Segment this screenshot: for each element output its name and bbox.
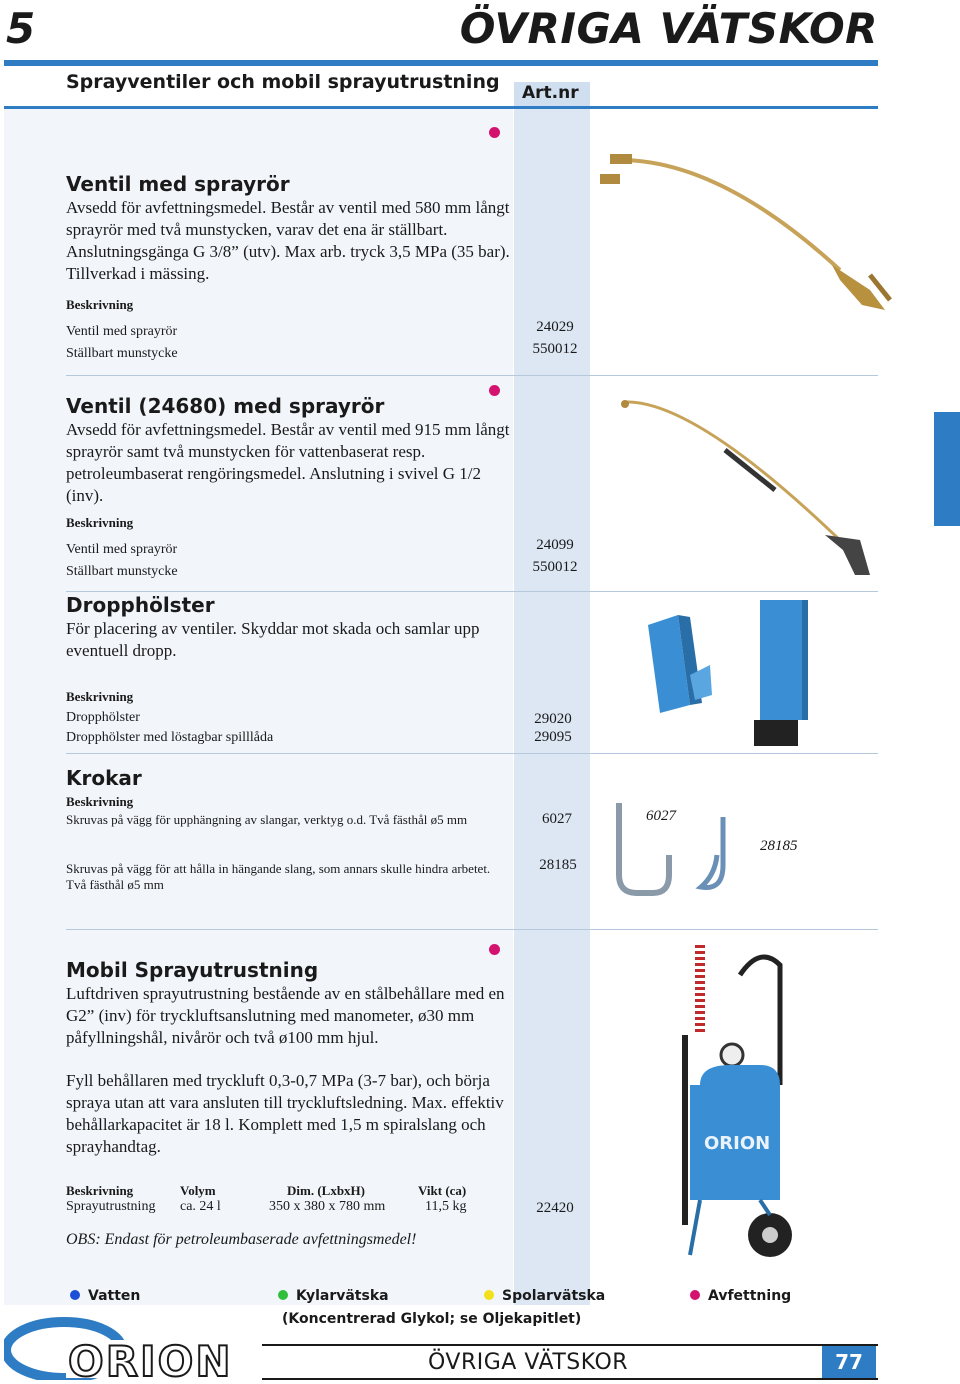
product-row-label: Ställbart munstycke	[66, 346, 178, 361]
legend-item-spolarvatska	[484, 1288, 605, 1304]
beskrivning-label: Beskrivning	[66, 794, 134, 809]
article-number: 28185	[539, 857, 577, 873]
section-title-ventil24680: Ventil (24680) med sprayrör	[66, 394, 385, 418]
section-title-dropp: Dropphölster	[66, 593, 215, 617]
section-title-mobil: Mobil Sprayutrustning	[66, 958, 319, 982]
footer-rule	[262, 1378, 878, 1380]
section-description-ventil24680: Avsedd för avfettningsmedel. Består av ventil med 915 mm långt sprayrör samt två munstycken för vattenbaserat resp. petroleumbaserat rengöringsmedel. Anslutning i svivel G 1/2 (inv).	[66, 420, 510, 505]
article-number: 29095	[534, 729, 572, 745]
footer-page-number: 77	[822, 1346, 876, 1378]
table-cell: 350 x 380 x 780 mm	[269, 1199, 386, 1214]
article-number: 550012	[532, 341, 578, 357]
legend-label: Vatten	[88, 1288, 141, 1304]
legend-dot-icon	[484, 1290, 494, 1300]
orion-logo	[4, 1310, 266, 1380]
tank-logo-text: ORION	[704, 1133, 771, 1154]
logo-text: ORION	[68, 1337, 233, 1380]
section-description-mobil: Luftdriven sprayutrustning bestående av en stålbehållare med en G2” (inv) för tryckluftsanslutning med manometer, ø30 mm påfyllningshål, nivårör och två ø100 mm hjul.	[66, 984, 505, 1047]
avfettning-marker-dot	[489, 385, 500, 396]
article-number: 24099	[536, 537, 574, 553]
table-cell: ca. 24 l	[180, 1199, 221, 1214]
section-note: OBS: Endast för petroleumbaserade avfettningsmedel!	[66, 1231, 417, 1248]
legend-dot-icon	[690, 1290, 700, 1300]
legend-dot-icon	[70, 1290, 80, 1300]
table-header-vikt: Vikt (ca)	[418, 1183, 467, 1198]
spray-wand-image	[615, 390, 885, 585]
footer-title: ÖVRIGA VÄTSKOR	[428, 1350, 629, 1375]
section-description-ventil: Avsedd för avfettningsmedel. Består av ventil med 580 mm långt sprayrör med två munstycken, varav det ena är ställbart. Anslutningsgänga G 3/8” (utv). Max arb. tryck 3,5 MPa (35 bar). Tillverkad i mässing.	[66, 198, 510, 283]
artnr-header: Art.nr	[514, 82, 590, 108]
product-row-label: Skruvas på vägg för upphängning av slangar, verktyg o.d. Två fästhål ø5 mm	[66, 812, 468, 827]
section-description-mobil-2: Fyll behållaren med tryckluft 0,3-0,7 MPa (3-7 bar), och börja spraya utan att vara ansluten till tryckluftsledning. Max. effektiv behållarkapacitet är 18 l. Komplett med 1,5 m spiralslang och sprayhandtag.	[66, 1071, 504, 1156]
article-number: 29020	[534, 711, 572, 727]
chapter-title: ÖVRIGA VÄTSKOR	[459, 4, 878, 53]
article-number: 22420	[536, 1200, 574, 1216]
legend-note: (Koncentrerad Glykol; se Oljekapitlet)	[282, 1311, 582, 1327]
mobile-spray-unit-image	[640, 935, 810, 1280]
article-number: 24029	[536, 319, 574, 335]
product-row-label: Dropphölster med löstagbar spilllåda	[66, 730, 274, 745]
legend-item-vatten	[70, 1288, 140, 1304]
product-row-label: Ventil med sprayrör	[66, 542, 178, 557]
table-header-volym: Volym	[180, 1183, 216, 1198]
table-header-beskrivning: Beskrivning	[66, 1183, 134, 1198]
section-divider	[66, 929, 878, 930]
page-subheading: Sprayventiler och mobil sprayutrustning	[66, 71, 500, 93]
legend-dot-icon	[278, 1290, 288, 1300]
artnr-column	[514, 109, 590, 1305]
side-tab	[934, 412, 960, 526]
product-row-label: Ventil med sprayrör	[66, 324, 178, 339]
avfettning-marker-dot	[489, 944, 500, 955]
legend-label: Kylarvätska	[296, 1288, 389, 1304]
article-number: 550012	[532, 559, 578, 575]
product-row-label: Ställbart munstycke	[66, 564, 178, 579]
section-divider	[66, 591, 878, 592]
section-divider	[66, 375, 878, 376]
legend-item-kylarvatska	[278, 1288, 389, 1304]
hook-image-label: 6027	[646, 808, 676, 824]
legend-item-avfettning	[690, 1288, 791, 1304]
table-cell: Sprayutrustning	[66, 1199, 156, 1214]
header-bar	[4, 60, 878, 66]
header-rule	[4, 106, 878, 109]
legend-label: Avfettning	[708, 1288, 792, 1304]
avfettning-marker-dot	[489, 127, 500, 138]
hook-image-label: 28185	[760, 838, 798, 854]
table-header-dim: Dim. (LxbxH)	[287, 1183, 365, 1198]
footer-rule	[262, 1344, 878, 1346]
legend-label: Spolarvätska	[502, 1288, 606, 1304]
section-title-krokar: Krokar	[66, 766, 142, 790]
beskrivning-label: Beskrivning	[66, 689, 134, 704]
hooks-image	[605, 795, 755, 905]
article-number: 6027	[542, 811, 572, 827]
product-row-label: Skruvas på vägg för att hålla in hängande slang, som annars skulle hindra arbetet. Två fästhål ø5 mm	[66, 861, 491, 892]
beskrivning-label: Beskrivning	[66, 515, 134, 530]
section-title-ventil: Ventil med sprayrör	[66, 172, 290, 196]
product-row-label: Dropphölster	[66, 710, 140, 725]
page-number: 5	[6, 4, 36, 53]
section-divider	[66, 753, 878, 754]
spray-wand-image	[600, 140, 900, 315]
beskrivning-label: Beskrivning	[66, 297, 134, 312]
table-cell: 11,5 kg	[425, 1199, 467, 1214]
section-description-dropp: För placering av ventiler. Skyddar mot skada och samlar upp eventuell dropp.	[66, 619, 480, 660]
drip-holster-image	[640, 595, 820, 750]
